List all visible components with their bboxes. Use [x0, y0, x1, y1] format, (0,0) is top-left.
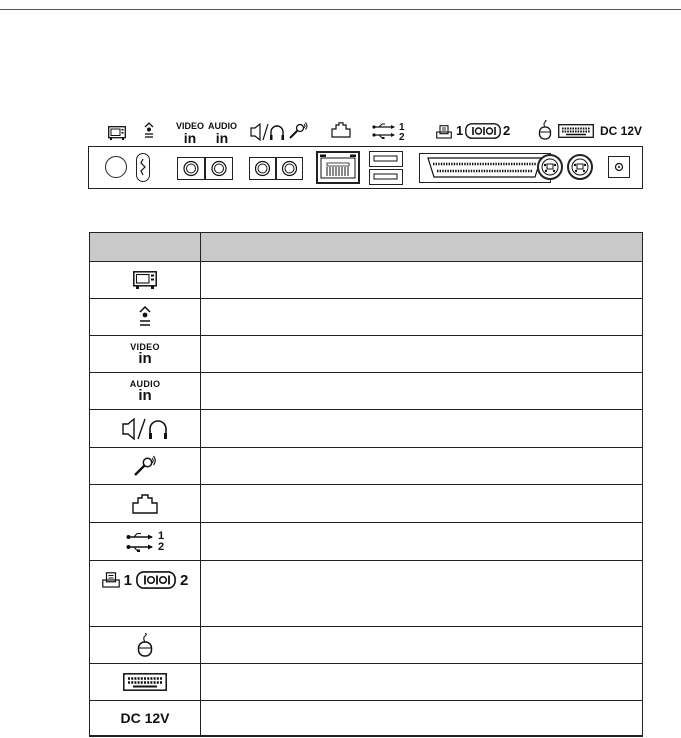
firewire-icon: [137, 306, 153, 328]
icon-cell: [90, 701, 200, 735]
dc-power-port: [608, 156, 630, 178]
monitor-icon: [108, 126, 126, 140]
ps2-keyboard-port: [567, 154, 593, 180]
icon-cell: [90, 262, 200, 298]
microphone-icon: [133, 455, 157, 477]
table-row: [90, 701, 642, 736]
speaker-headphone-icon: [122, 418, 168, 440]
table-row: [90, 627, 642, 664]
icon-cell: [90, 410, 200, 447]
video-small-text: VIDEO: [176, 121, 205, 131]
dc-power-label: DC 12V: [599, 124, 643, 138]
firewire-icon: [142, 122, 156, 140]
mouse-icon: [538, 120, 552, 140]
icon-cell: [90, 664, 200, 700]
printer-icon: [436, 125, 452, 139]
in-label: in: [138, 386, 152, 404]
usb-number-2: 2: [157, 540, 165, 553]
in-text: in: [183, 130, 197, 146]
table-row: [90, 664, 642, 701]
icon-cell: [90, 485, 200, 522]
printer-icon: [102, 572, 120, 588]
icon-cell: [90, 373, 200, 409]
usb-port-2: [369, 169, 403, 185]
parallel-num-2: 2: [503, 123, 511, 138]
speaker-headphone-icon: [250, 123, 284, 141]
video-in-large: [180, 131, 200, 145]
network-icon: [331, 122, 351, 138]
table-row: [90, 561, 642, 627]
microphone-port: [276, 157, 303, 180]
back-panel: [88, 146, 643, 189]
audio-in-port: [205, 157, 233, 180]
table-row: [90, 336, 642, 373]
keyboard-icon: [558, 124, 594, 138]
parallel-port-icon: [465, 123, 501, 139]
top-rule: [0, 9, 681, 10]
firewire-port: [136, 153, 150, 182]
mouse-icon: [137, 633, 153, 657]
icon-cell: [90, 627, 200, 663]
in-label: in: [138, 349, 152, 367]
table-row: [90, 523, 642, 561]
video-label: VIDEO: [130, 341, 160, 352]
parallel-port: [419, 153, 551, 183]
usb-num-2: 2: [399, 132, 405, 143]
table-row: [90, 373, 642, 410]
table-row: [90, 410, 642, 448]
panel-labels: [88, 118, 648, 146]
headphone-port: [249, 157, 276, 180]
audio-small-text: AUDIO: [208, 121, 237, 131]
usb-icon: [126, 531, 156, 553]
usb-icon-group: [126, 531, 164, 553]
table-row: [90, 448, 642, 485]
usb-number-1: 1: [157, 529, 165, 542]
microphone-icon: [288, 122, 308, 140]
video-in-icon: [130, 343, 160, 366]
monitor-port: [105, 156, 127, 178]
table-header: [90, 233, 642, 262]
usb-icon: [372, 122, 400, 140]
connector-table: [89, 232, 643, 737]
audio-in-icon: [130, 380, 161, 403]
parallel-num-1: 1: [456, 123, 464, 138]
icon-cell: [90, 336, 200, 372]
usb-numbers: [158, 531, 164, 553]
monitor-icon: [133, 271, 157, 289]
column-divider: [200, 233, 201, 736]
in-text-2: in: [215, 130, 229, 146]
table-row: [90, 262, 642, 299]
parallel-port-icon: [136, 571, 176, 589]
table-row: [90, 485, 642, 523]
table-row: [90, 299, 642, 336]
video-in-port: [177, 157, 205, 180]
keyboard-icon: [123, 673, 167, 691]
dc-power-icon: DC 12V: [120, 710, 170, 726]
parallel-icon-group: [102, 571, 189, 589]
usb-port-1: [369, 151, 403, 167]
usb-num-1: 1: [399, 122, 405, 133]
audio-in-large: [212, 131, 232, 145]
icon-cell: [90, 448, 200, 484]
icon-cell: [90, 299, 200, 335]
network-port: [316, 151, 360, 184]
parallel-number-2: 2: [180, 571, 189, 589]
ps2-mouse-port: [537, 154, 563, 180]
icon-cell: [90, 523, 200, 560]
parallel-number-1: 1: [123, 571, 132, 589]
icon-cell: [90, 561, 200, 626]
network-icon: [132, 494, 158, 514]
audio-label: AUDIO: [129, 378, 161, 389]
